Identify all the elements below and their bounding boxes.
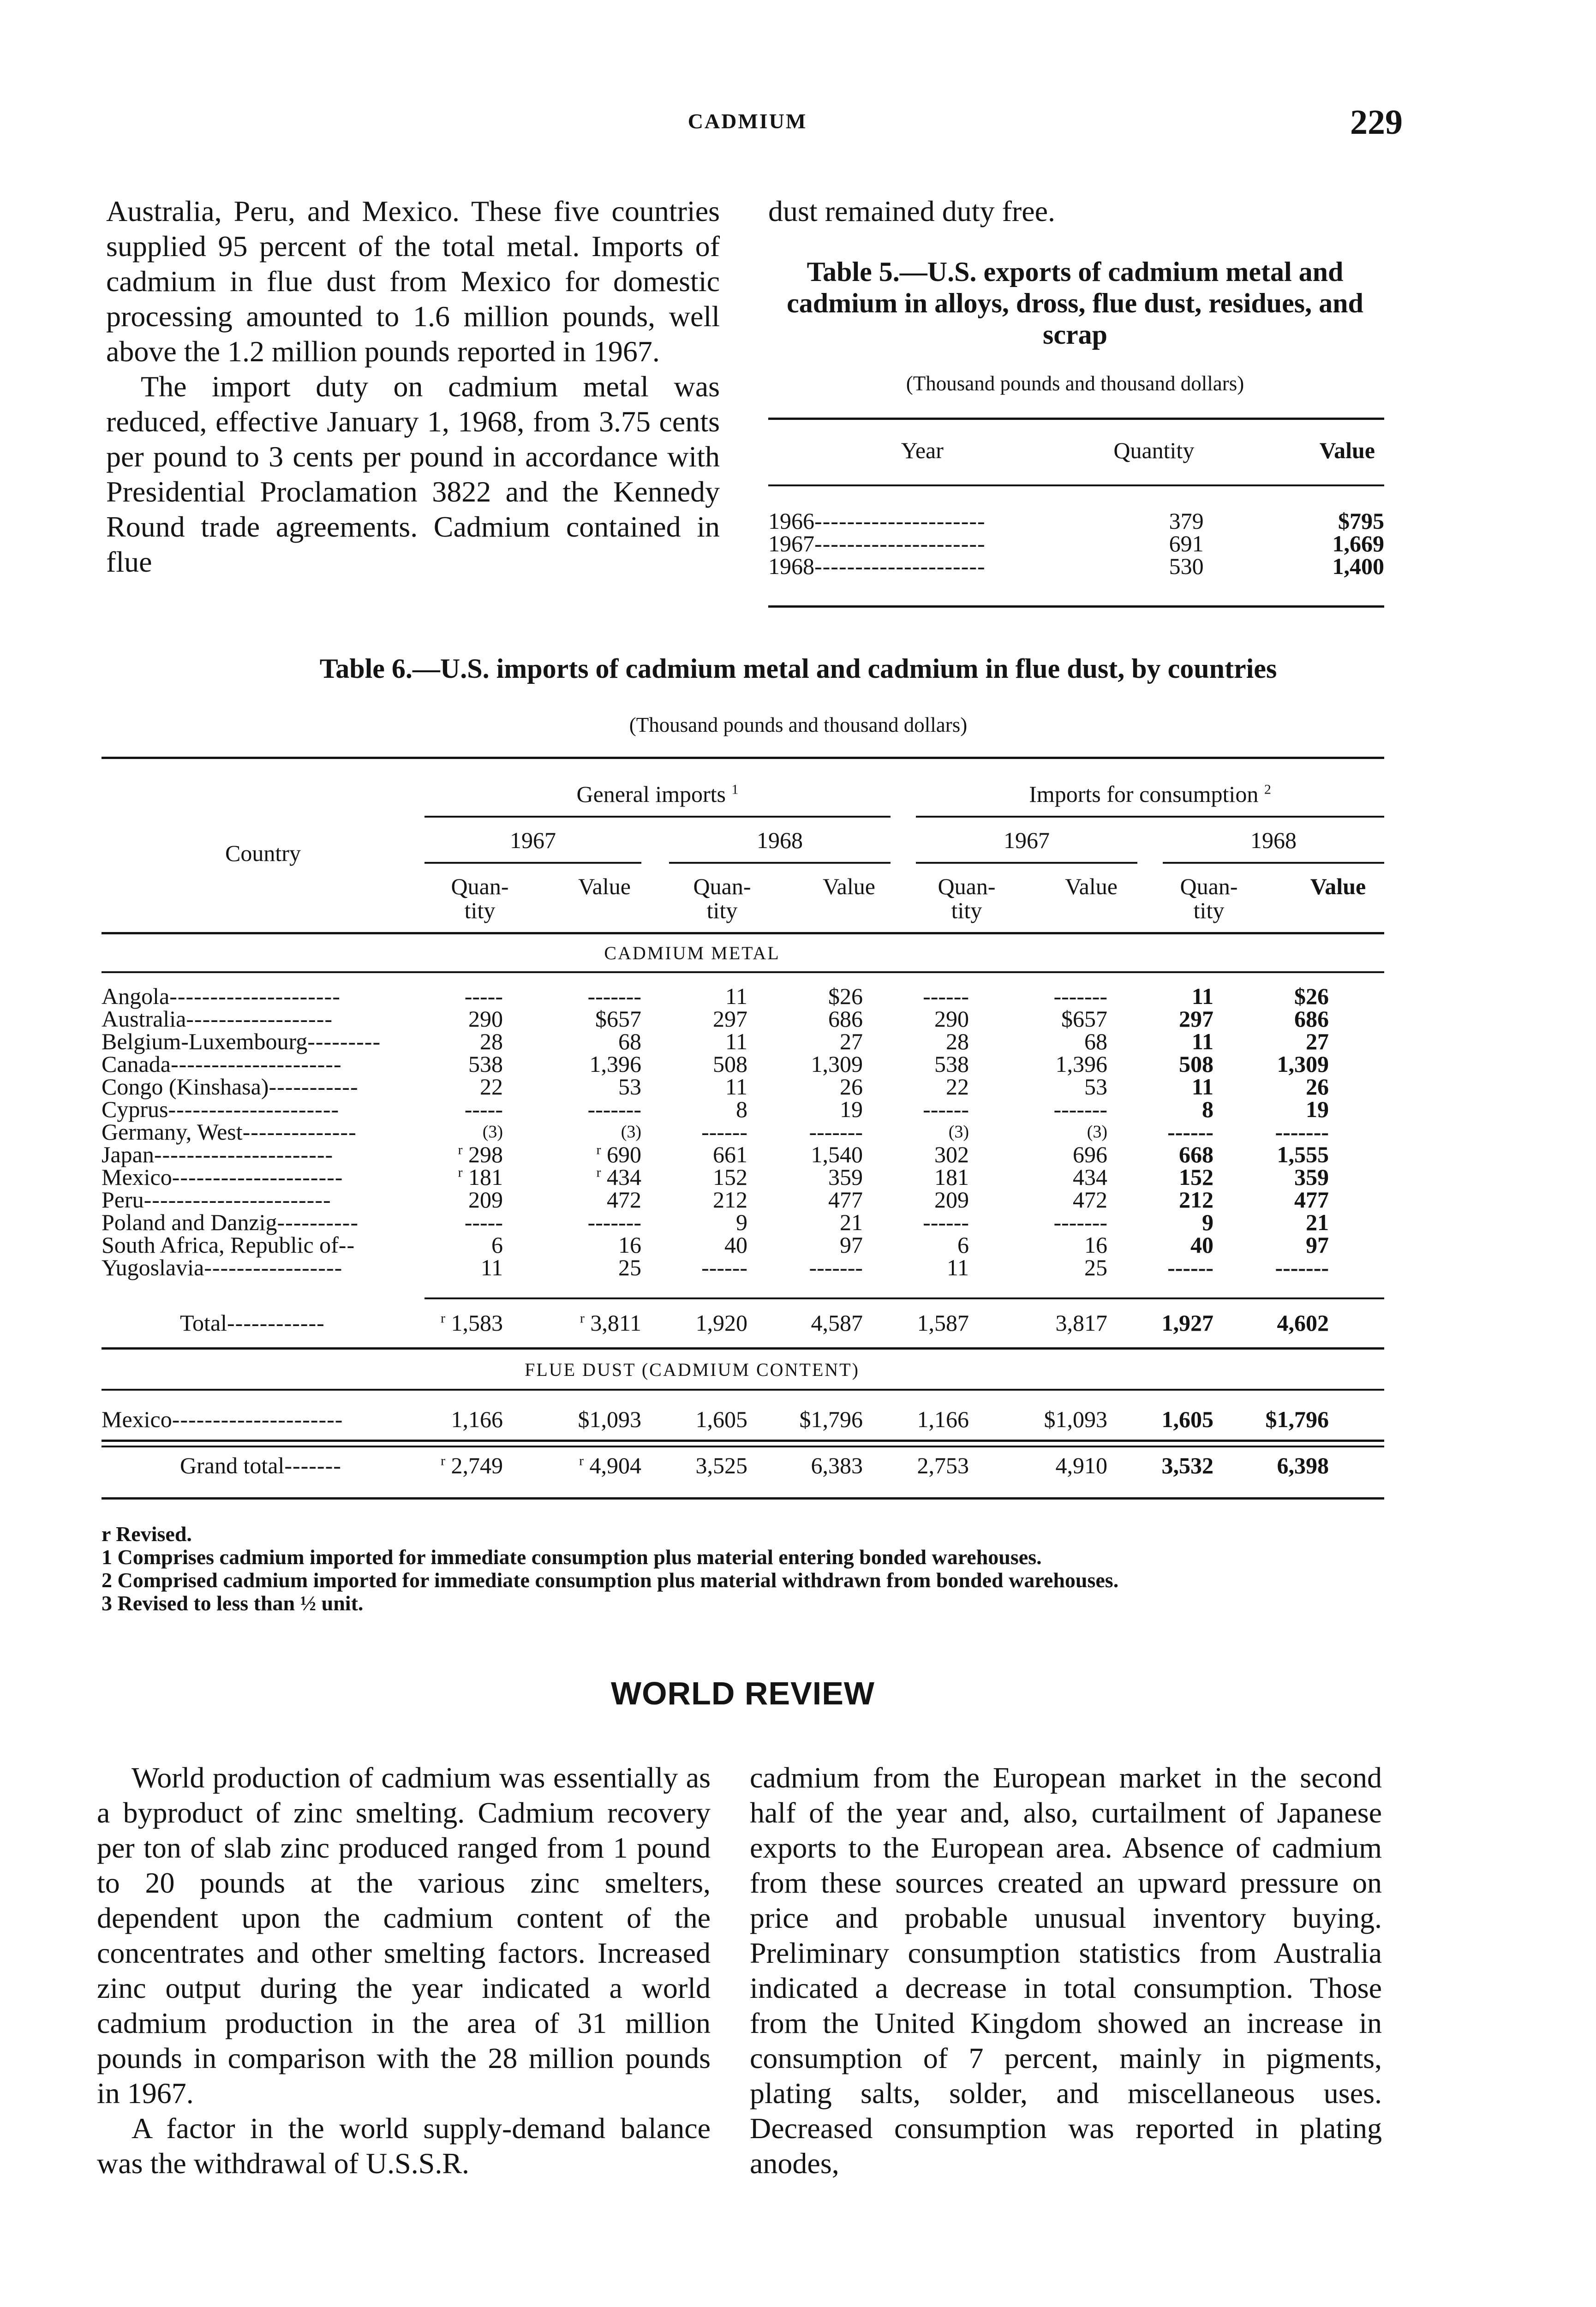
- value-cell: 27: [840, 1028, 863, 1054]
- table-row: [102, 1121, 1329, 1143]
- quantity-cell: 297: [1179, 1006, 1213, 1032]
- quantity-cell: -----: [464, 983, 503, 1009]
- leader-dots: ----------------------: [154, 1142, 334, 1167]
- intro-paragraph: The import duty on cadmium metal was reduced, effective January 1, 1968, from 3.75 cents per pound to 3 cents per pound in accordance with Presidential Proclamation 3822 and the Kennedy Round trade agreements. Cadmium contained in flue: [106, 370, 720, 578]
- quantity-cell: (3): [948, 1122, 969, 1142]
- value-cell: 53: [618, 1074, 641, 1100]
- table6-header-value: Value: [1310, 873, 1366, 899]
- table5-top-rule: [768, 418, 1384, 420]
- value-cell: 472: [607, 1187, 641, 1213]
- table-row: [102, 1053, 1329, 1076]
- table5-quantity: 530: [1169, 553, 1204, 579]
- table6-grand-total: [102, 1454, 1329, 1477]
- value-cell: 97: [840, 1232, 863, 1258]
- table6-total-rule: [424, 1297, 1384, 1299]
- quantity-cell: 9: [736, 1209, 747, 1235]
- table6-title: Table 6.—U.S. imports of cadmium metal and cadmium in flue dust, by countries: [319, 653, 1277, 684]
- value-cell: -------: [1275, 1119, 1329, 1145]
- quantity-cell: 11: [1191, 1074, 1213, 1100]
- table6-grand-rule: [102, 1446, 1384, 1447]
- quantity-cell: 8: [736, 1096, 747, 1122]
- value-cell: 1,309: [811, 1051, 863, 1077]
- leader-dots: -------: [284, 1452, 341, 1478]
- table-row: [102, 1211, 1329, 1234]
- value-cell: 477: [828, 1187, 863, 1213]
- value-cell: $26: [828, 983, 863, 1009]
- value-cell: 686: [1294, 1006, 1329, 1032]
- value-cell: $1,796: [799, 1406, 863, 1432]
- value-cell: 19: [840, 1096, 863, 1122]
- value-cell: 434: [1073, 1164, 1107, 1190]
- leader-dots: -----------------------: [143, 1187, 331, 1213]
- quantity-cell: ------: [701, 1119, 747, 1145]
- quantity-cell: ------: [923, 1096, 969, 1122]
- table5-units: (Thousand pounds and thousand dollars): [906, 372, 1244, 395]
- row-label: Peru-----------------------: [102, 1187, 331, 1213]
- row-label: 1968---------------------: [768, 553, 986, 579]
- leader-dots: ---------------------: [814, 553, 986, 579]
- world-review-paragraph-continued: cadmium from the European market in the second half of the year and, also, curtailment of Japanese exports to the European area. Absence of cadmium from these sources created an upward pressure on price and probable unusual inventory buying. Preliminary consumption statistics from Australia indicated a decrease in total consumption. Those from the United Kingdom showed an increase in consumption of 7 percent, mainly in pigments, plating salts, solder, and miscellaneous uses. Decreased consumption was reported in plating anodes,: [750, 1761, 1382, 2180]
- table-row: [102, 1143, 1329, 1166]
- section-heading-world-review: WORLD REVIEW: [611, 1675, 875, 1711]
- value-cell: 1,309: [1277, 1051, 1329, 1077]
- quantity-cell: 22: [946, 1074, 969, 1100]
- value-cell: 359: [828, 1164, 863, 1190]
- table5-row: [768, 555, 1384, 578]
- table6-metal-body: [102, 985, 1329, 1279]
- quantity-cell: 1,605: [1161, 1406, 1213, 1432]
- table-row: [102, 1408, 1329, 1431]
- value-cell: $^r$ 690: [596, 1142, 641, 1167]
- world-review-left-column: [97, 1760, 711, 2181]
- quantity-cell: 209: [468, 1187, 503, 1213]
- table6-header-consumption-1967: 1967: [1004, 827, 1050, 853]
- value-cell: 359: [1294, 1164, 1329, 1190]
- running-title: CADMIUM: [687, 109, 807, 133]
- value-cell: $657: [1061, 1006, 1107, 1032]
- value-cell: $^r$ 4,904: [579, 1452, 641, 1478]
- leader-dots: ---------------------: [172, 1164, 343, 1190]
- row-label: South Africa, Republic of--: [102, 1232, 355, 1258]
- value-cell: -------: [1053, 1096, 1107, 1122]
- quantity-cell: 3,532: [1161, 1452, 1213, 1478]
- leader-dots: ------------------: [186, 1006, 333, 1032]
- footnote: 3 Revised to less than ½ unit.: [102, 1591, 364, 1615]
- table6-year-rule: [1163, 862, 1384, 864]
- table6-units: (Thousand pounds and thousand dollars): [629, 713, 968, 736]
- quantity-cell: 11: [725, 983, 747, 1009]
- table6-section-rule: [102, 971, 1384, 973]
- table-row: [102, 1312, 1329, 1334]
- quantity-cell: $^r$ 298: [458, 1142, 503, 1167]
- value-cell: 1,396: [589, 1051, 641, 1077]
- value-cell: 68: [618, 1028, 641, 1054]
- value-cell: 25: [1084, 1255, 1107, 1280]
- value-cell: $1,093: [578, 1406, 641, 1432]
- value-cell: 3,817: [1055, 1310, 1107, 1336]
- leader-dots: --------------: [242, 1119, 357, 1145]
- table6-header-imports-for-consumption: Imports for consumption $^2$: [1029, 781, 1271, 807]
- quantity-cell: 538: [934, 1051, 969, 1077]
- table5-value: 1,400: [1332, 553, 1384, 579]
- leader-dots: ---------------------: [172, 1406, 343, 1432]
- table6-year-rule: [424, 862, 641, 864]
- quantity-cell: 2,753: [917, 1452, 969, 1478]
- quantity-cell: 302: [934, 1142, 969, 1167]
- quantity-cell: 28: [946, 1028, 969, 1054]
- value-cell: 26: [840, 1074, 863, 1100]
- quantity-cell: 152: [713, 1164, 747, 1190]
- quantity-cell: ------: [923, 983, 969, 1009]
- quantity-cell: $^r$ 2,749: [441, 1452, 503, 1478]
- value-cell: 16: [618, 1232, 641, 1258]
- leader-dots: --: [338, 1232, 355, 1258]
- quantity-cell: 11: [480, 1255, 503, 1280]
- table6-header-general-1967: 1967: [510, 827, 556, 853]
- table5-row: [768, 510, 1384, 532]
- quantity-cell: 11: [1191, 1028, 1213, 1054]
- value-cell: 696: [1073, 1142, 1107, 1167]
- table-row: [102, 985, 1329, 1008]
- quantity-cell: 212: [713, 1187, 747, 1213]
- table6-section-flue-dust: FLUE DUST (CADMIUM CONTENT): [525, 1359, 860, 1380]
- leader-dots: ---------------------: [814, 508, 986, 534]
- leader-dots: ------------: [227, 1310, 325, 1336]
- quantity-cell: 1,166: [451, 1406, 503, 1432]
- table-row: [102, 1030, 1329, 1053]
- quantity-cell: 290: [934, 1006, 969, 1032]
- value-cell: 16: [1084, 1232, 1107, 1258]
- quantity-cell: 6: [957, 1232, 969, 1258]
- table5-quantity: 379: [1169, 508, 1204, 534]
- value-cell: 472: [1073, 1187, 1107, 1213]
- page-number: 229: [1350, 103, 1403, 142]
- table5-value: $795: [1338, 508, 1384, 534]
- quantity-cell: 1,587: [917, 1310, 969, 1336]
- quantity-cell: 668: [1179, 1142, 1213, 1167]
- value-cell: $^r$ 3,811: [580, 1310, 641, 1336]
- value-cell: 53: [1084, 1074, 1107, 1100]
- table6-bottom-rule: [102, 1497, 1384, 1500]
- table6-total-row: [102, 1312, 1329, 1334]
- table6-grand-rule: [102, 1440, 1384, 1442]
- table6-top-rule: [102, 757, 1384, 759]
- quantity-cell: 508: [1179, 1051, 1213, 1077]
- table6-footnotes: [102, 1523, 1384, 1615]
- value-cell: 97: [1306, 1232, 1329, 1258]
- table-row: [102, 1008, 1329, 1030]
- quantity-cell: ------: [701, 1255, 747, 1280]
- row-label: 1967---------------------: [768, 531, 986, 556]
- row-label: 1966---------------------: [768, 508, 986, 534]
- quantity-cell: 297: [713, 1006, 747, 1032]
- value-cell: -------: [1053, 983, 1107, 1009]
- value-cell: $657: [595, 1006, 641, 1032]
- row-label: Cyprus---------------------: [102, 1096, 340, 1122]
- quantity-cell: 9: [1202, 1209, 1213, 1235]
- quantity-cell: 22: [480, 1074, 503, 1100]
- table6-header-value: Value: [1065, 873, 1118, 899]
- leader-dots: ----------: [277, 1209, 359, 1235]
- quantity-cell: 209: [934, 1187, 969, 1213]
- value-cell: 26: [1306, 1074, 1329, 1100]
- quantity-cell: 1,166: [917, 1406, 969, 1432]
- intro-right-column: [768, 194, 1382, 229]
- value-cell: 25: [618, 1255, 641, 1280]
- table5-header-year: Year: [901, 437, 944, 463]
- table6-consumption-rule: [916, 816, 1384, 818]
- value-cell: 1,396: [1055, 1051, 1107, 1077]
- value-cell: 4,602: [1277, 1310, 1329, 1336]
- row-label: Belgium-Luxembourg---------: [102, 1028, 381, 1054]
- table5-body: [768, 510, 1384, 578]
- world-review-paragraph: World production of cadmium was essentially as a byproduct of zinc smelting. Cadmium recovery per ton of slab zinc produced ranged from 1 pound to 20 pounds at the various zinc smelters, dependent upon the cadmium content of the concentrates and other smelting factors. Increased zinc output during the year indicated a world cadmium production in the area of 31 million pounds in comparison with the 28 million pounds in 1967.: [97, 1761, 711, 2110]
- table-row: [102, 1166, 1329, 1189]
- table5-quantity: 691: [1169, 531, 1204, 556]
- quantity-cell: 508: [713, 1051, 747, 1077]
- row-label: Grand total-------: [180, 1452, 341, 1478]
- quantity-cell: $^r$ 181: [458, 1164, 503, 1190]
- value-cell: (3): [621, 1122, 641, 1142]
- quantity-cell: 40: [724, 1232, 747, 1258]
- quantity-cell: 40: [1190, 1232, 1213, 1258]
- table6-general-rule: [424, 816, 891, 818]
- table5-header: [768, 438, 1384, 462]
- quantity-cell: (3): [482, 1122, 503, 1142]
- leader-dots: ---------------------: [169, 983, 341, 1009]
- table6-flue-top-rule: [102, 1347, 1384, 1350]
- world-review-paragraph: A factor in the world supply-demand balance was the withdrawal of U.S.S.R.: [97, 2112, 711, 2180]
- quantity-cell: ------: [1167, 1255, 1213, 1280]
- value-cell: 21: [1306, 1209, 1329, 1235]
- quantity-cell: 11: [725, 1074, 747, 1100]
- quantity-cell: 6: [491, 1232, 503, 1258]
- table5-row: [768, 532, 1384, 555]
- quantity-cell: 1,605: [695, 1406, 747, 1432]
- table-row: [102, 1256, 1329, 1279]
- quantity-cell: 28: [480, 1028, 503, 1054]
- value-cell: -------: [1275, 1255, 1329, 1280]
- row-label: Australia------------------: [102, 1006, 333, 1032]
- table5-header-rule: [768, 484, 1384, 486]
- table6-header-value: Value: [823, 873, 875, 899]
- quantity-cell: -----: [464, 1209, 503, 1235]
- table6-flue-rule: [102, 1389, 1384, 1391]
- quantity-cell: 538: [468, 1051, 503, 1077]
- value-cell: 21: [840, 1209, 863, 1235]
- world-review-right-column: [750, 1760, 1382, 2181]
- value-cell: 19: [1306, 1096, 1329, 1122]
- row-label: Yugoslavia-----------------: [102, 1255, 343, 1280]
- table6-header-general-imports: General imports $^1$: [576, 781, 739, 807]
- table-row: [102, 1189, 1329, 1211]
- value-cell: 4,910: [1055, 1452, 1107, 1478]
- value-cell: -------: [809, 1255, 863, 1280]
- row-label: Mexico---------------------: [102, 1406, 343, 1432]
- table6-header-quantity: Quan- tity: [451, 873, 509, 923]
- table6-header-bottom-rule: [102, 932, 1384, 934]
- table-row: [102, 1076, 1329, 1098]
- leader-dots: ---------------------: [814, 531, 986, 556]
- table6-header-general-1968: 1968: [757, 827, 803, 853]
- value-cell: 1,540: [811, 1142, 863, 1167]
- value-cell: -------: [587, 983, 641, 1009]
- intro-paragraph-continued: dust remained duty free.: [768, 195, 1055, 227]
- leader-dots: ---------------------: [168, 1096, 340, 1122]
- table5-title: Table 5.—U.S. exports of cadmium metal and cadmium in alloys, dross, flue dust, residues, and scrap: [787, 257, 1363, 350]
- quantity-cell: 290: [468, 1006, 503, 1032]
- intro-left-column: [106, 194, 720, 580]
- row-label: Congo (Kinshasa)-----------: [102, 1074, 359, 1100]
- leader-dots: -----------: [269, 1074, 359, 1100]
- value-cell: $1,796: [1265, 1406, 1329, 1432]
- table6-header-quantity: Quan- tity: [1180, 873, 1238, 923]
- leader-dots: -----------------: [204, 1255, 343, 1280]
- quantity-cell: $^r$ 1,583: [441, 1310, 503, 1336]
- footnote: r Revised.: [102, 1522, 192, 1546]
- value-cell: -------: [1053, 1209, 1107, 1235]
- value-cell: 68: [1084, 1028, 1107, 1054]
- value-cell: (3): [1087, 1122, 1107, 1142]
- intro-paragraph: Australia, Peru, and Mexico. These five countries supplied 95 percent of the total metal. Imports of cadmium in flue dust from Mexico for domestic processing amounted to 1.6 million pounds, well above the 1.2 million pounds reported in 1967.: [106, 195, 720, 368]
- leader-dots: ---------: [307, 1028, 381, 1054]
- value-cell: $^r$ 434: [596, 1164, 641, 1190]
- row-label: Japan----------------------: [102, 1142, 334, 1167]
- row-label: Canada---------------------: [102, 1051, 342, 1077]
- table6-year-rule: [916, 862, 1137, 864]
- value-cell: 477: [1294, 1187, 1329, 1213]
- row-label: Germany, West--------------: [102, 1119, 357, 1145]
- table6-flue-body: [102, 1408, 1329, 1431]
- quantity-cell: 3,525: [695, 1452, 747, 1478]
- value-cell: $1,093: [1044, 1406, 1107, 1432]
- table-row: [102, 1234, 1329, 1256]
- value-cell: -------: [587, 1096, 641, 1122]
- quantity-cell: 1,927: [1161, 1310, 1213, 1336]
- row-label: Angola---------------------: [102, 983, 341, 1009]
- value-cell: -------: [587, 1209, 641, 1235]
- quantity-cell: 152: [1179, 1164, 1213, 1190]
- table5-header-quantity: Quantity: [1113, 437, 1195, 463]
- row-label: Mexico---------------------: [102, 1164, 343, 1190]
- row-label: Poland and Danzig----------: [102, 1209, 359, 1235]
- table5-value: 1,669: [1332, 531, 1384, 556]
- table6-header-consumption-1968: 1968: [1250, 827, 1297, 853]
- table6-header-quantity: Quan- tity: [693, 873, 751, 923]
- value-cell: -------: [809, 1119, 863, 1145]
- quantity-cell: 11: [725, 1028, 747, 1054]
- value-cell: $26: [1294, 983, 1329, 1009]
- footnote: 2 Comprised cadmium imported for immediate consumption plus material withdrawn from bonded warehouses.: [102, 1568, 1119, 1592]
- quantity-cell: 11: [1191, 983, 1213, 1009]
- table6-section-cadmium-metal: CADMIUM METAL: [604, 943, 780, 963]
- value-cell: 4,587: [811, 1310, 863, 1336]
- table-row: [102, 1098, 1329, 1121]
- table5-bottom-rule: [768, 605, 1384, 608]
- value-cell: 1,555: [1277, 1142, 1329, 1167]
- footnote: 1 Comprises cadmium imported for immediate consumption plus material entering bonded warehouses.: [102, 1545, 1042, 1569]
- quantity-cell: ------: [1167, 1119, 1213, 1145]
- table6-header-value: Value: [578, 873, 631, 899]
- quantity-cell: 661: [713, 1142, 747, 1167]
- table-row: [102, 1454, 1329, 1477]
- quantity-cell: 11: [946, 1255, 969, 1280]
- quantity-cell: 212: [1179, 1187, 1213, 1213]
- quantity-cell: -----: [464, 1096, 503, 1122]
- table6-year-rule: [669, 862, 891, 864]
- table5-header-value: Value: [1319, 437, 1375, 463]
- table6-header-quantity: Quan- tity: [938, 873, 996, 923]
- row-label: Total------------: [180, 1310, 325, 1336]
- value-cell: 686: [828, 1006, 863, 1032]
- value-cell: 6,383: [811, 1452, 863, 1478]
- quantity-cell: 8: [1202, 1096, 1213, 1122]
- leader-dots: ---------------------: [170, 1051, 342, 1077]
- quantity-cell: 181: [934, 1164, 969, 1190]
- value-cell: 6,398: [1277, 1452, 1329, 1478]
- quantity-cell: ------: [923, 1209, 969, 1235]
- value-cell: 27: [1306, 1028, 1329, 1054]
- quantity-cell: 1,920: [695, 1310, 747, 1336]
- table6-header-country: Country: [225, 840, 301, 866]
